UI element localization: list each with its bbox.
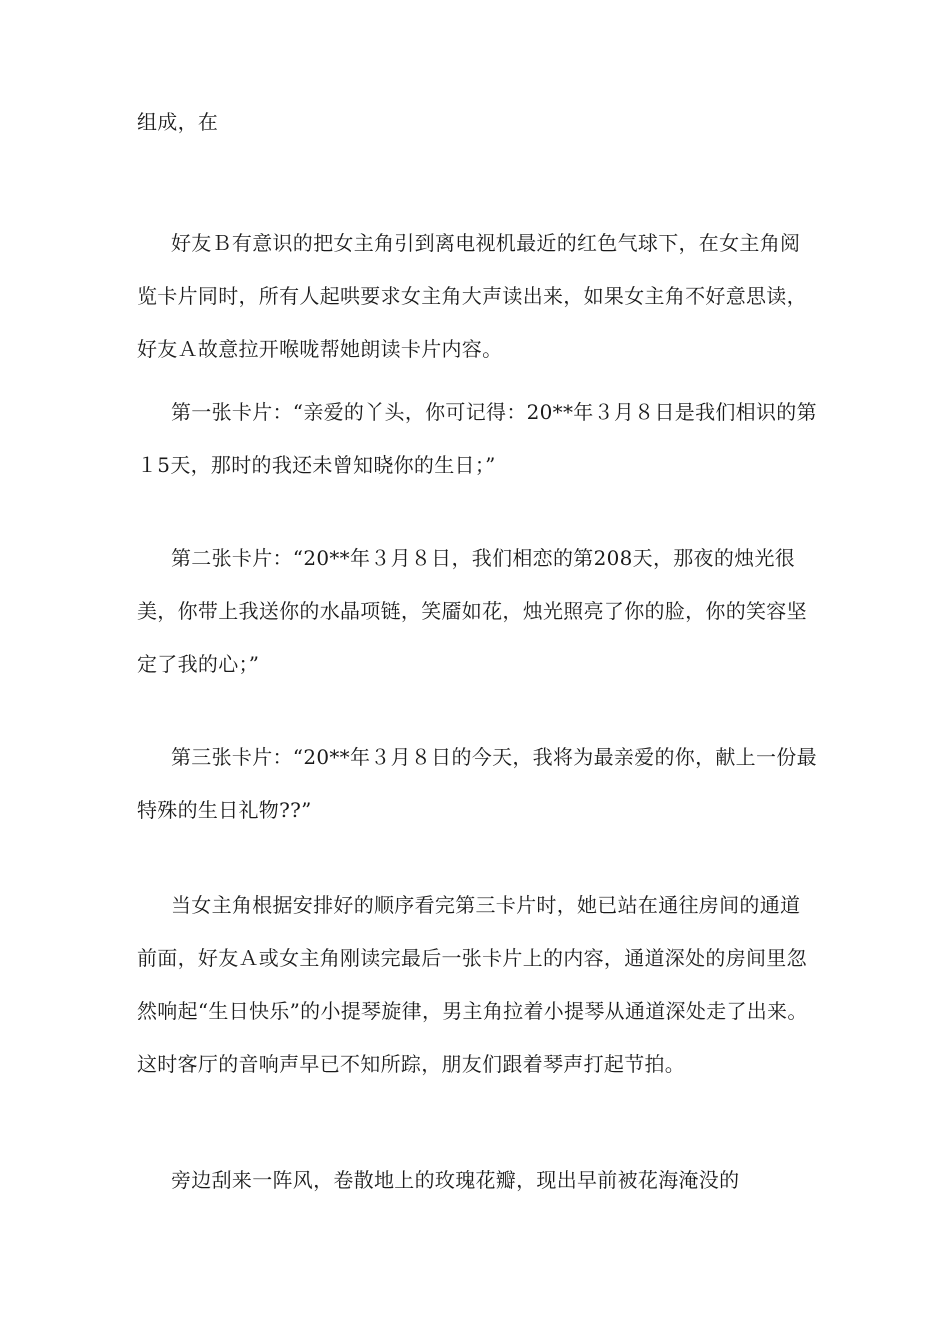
paragraph-7: 旁边刮来一阵风，卷散地上的玫瑰花瓣，现出早前被花海淹没的 xyxy=(171,1168,740,1192)
paragraph-4: 第二张卡片：“20**年３月８日，我们相恋的第208天，那夜的烛光很美，你带上我送你的水晶项链，笑靥如花，烛光照亮了你的脸，你的笑容坚定了我的心；” xyxy=(137,546,807,676)
paragraph-3: 第一张卡片：“亲爱的丫头，你可记得：20**年３月８日是我们相识的第１5天，那时的我还未曾知晓你的生日；” xyxy=(137,400,817,477)
paragraph-1: 组成，在 xyxy=(137,110,219,134)
paragraph-6: 当女主角根据安排好的顺序看完第三卡片时，她已站在通往房间的通道前面，好友Ａ或女主角刚读完最后一张卡片上的内容，通道深处的房间里忽然响起“生日快乐”的小提琴旋律，男主角拉着小提琴从通道深处走了出来。这时客厅的音响声早已不知所踪，朋友们跟着琴声打起节拍。 xyxy=(137,893,808,1076)
paragraph-5: 第三张卡片：“20**年３月８日的今天，我将为最亲爱的你，献上一份最特殊的生日礼物??” xyxy=(137,745,817,822)
paragraph-2: 好友Ｂ有意识的把女主角引到离电视机最近的红色气球下，在女主角阅览卡片同时，所有人起哄要求女主角大声读出来，如果女主角不好意思读，好友Ａ故意拉开喉咙帮她朗读卡片内容。 xyxy=(137,231,807,361)
